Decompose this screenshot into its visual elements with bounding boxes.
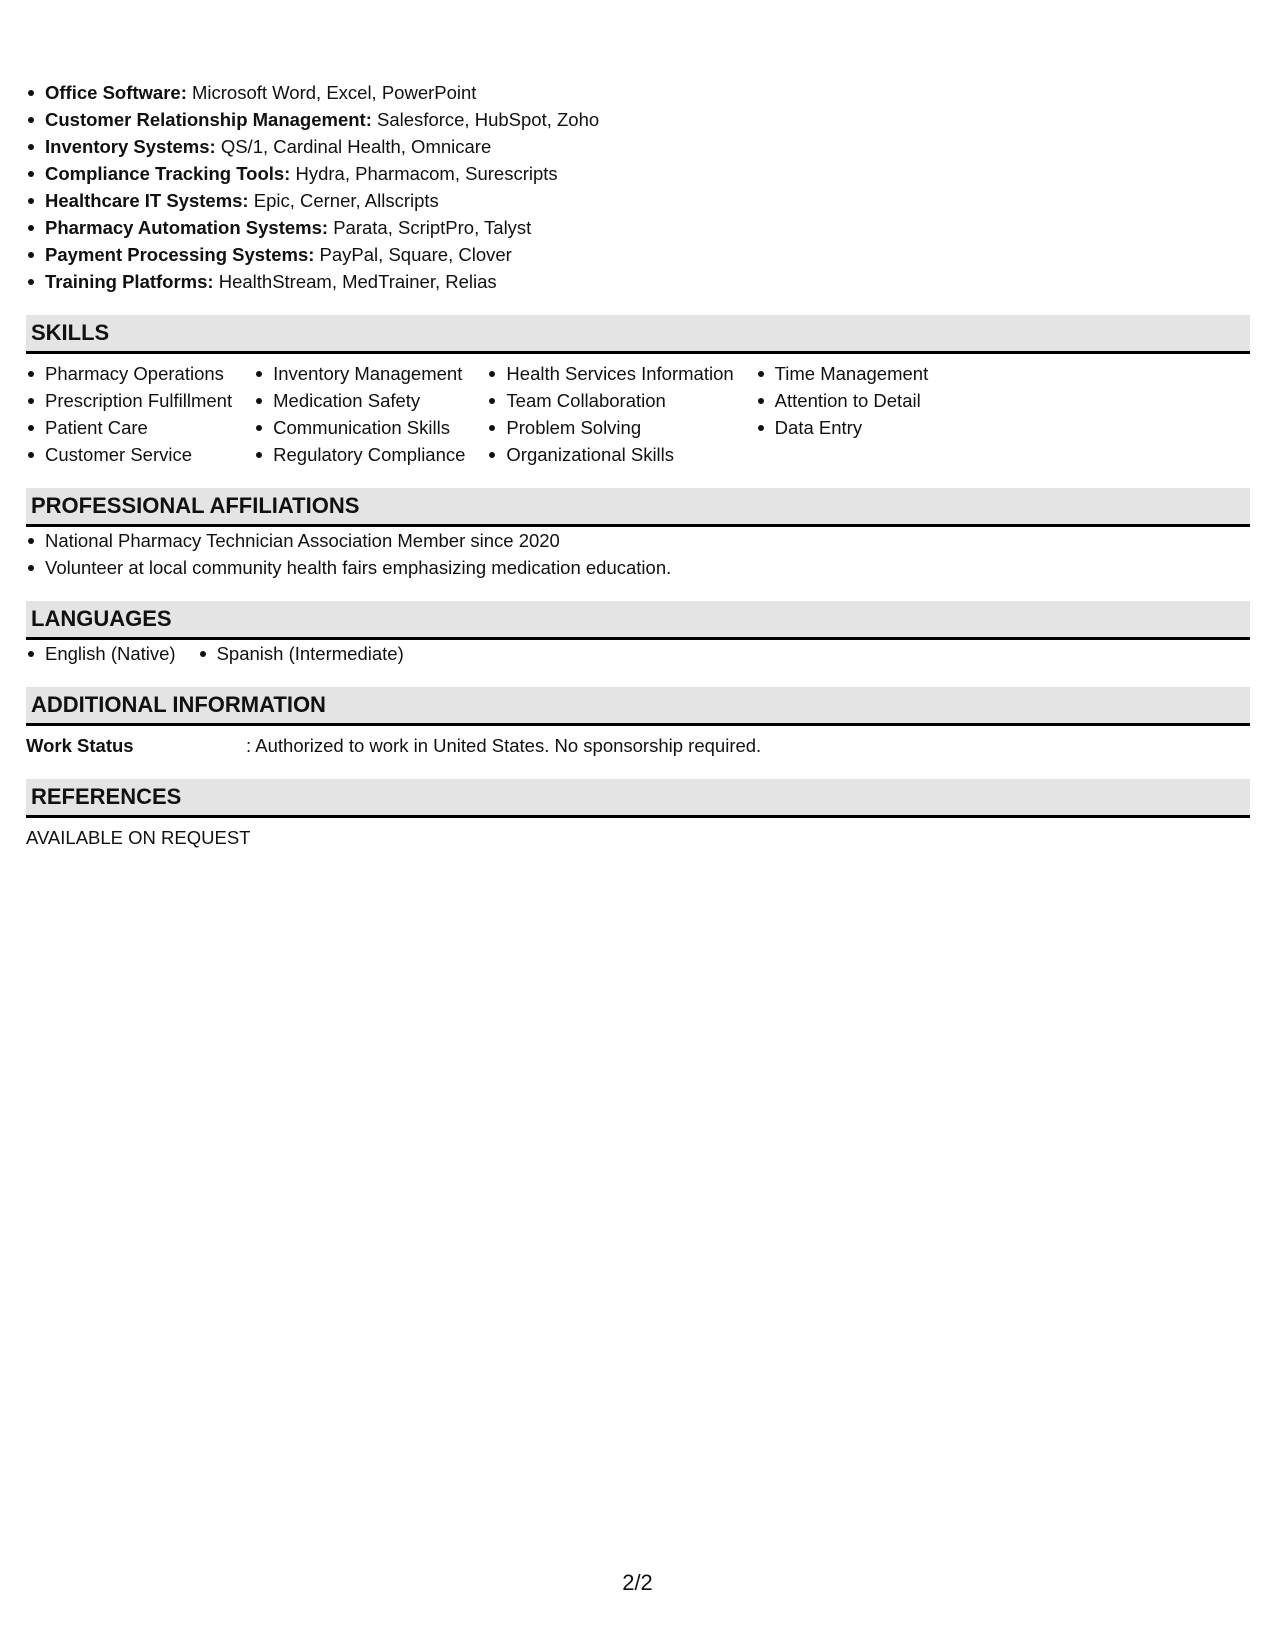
tool-category: Compliance Tracking Tools: xyxy=(45,163,291,184)
tool-category: Healthcare IT Systems: xyxy=(45,190,249,211)
tool-item xyxy=(26,160,1250,187)
skill-item: Prescription Fulfillment xyxy=(26,387,232,414)
tool-category: Training Platforms: xyxy=(45,271,214,292)
skill-item: Customer Service xyxy=(26,441,232,468)
skill-item: Communication Skills xyxy=(254,414,465,441)
tool-values: Salesforce, HubSpot, Zoho xyxy=(371,109,600,130)
references-text: AVAILABLE ON REQUEST xyxy=(26,827,251,848)
tool-values: HealthStream, MedTrainer, Relias xyxy=(213,271,497,292)
work-status-label: Work Status xyxy=(26,735,134,756)
resume-content xyxy=(26,79,1250,851)
tool-values: QS/1, Cardinal Health, Omnicare xyxy=(215,136,492,157)
page-number: 2/2 xyxy=(622,1570,653,1595)
language-item: English (Native) xyxy=(26,640,176,667)
tool-item xyxy=(26,106,1250,133)
tool-item xyxy=(26,214,1250,241)
tools-list xyxy=(26,79,1250,295)
languages-section-header xyxy=(26,601,1250,640)
affiliation-item: Volunteer at local community health fairs emphasizing medication education. xyxy=(26,554,1250,581)
tool-category: Office Software: xyxy=(45,82,187,103)
tool-category: Customer Relationship Management: xyxy=(45,109,372,130)
languages-list xyxy=(26,640,1250,667)
references-section-title: REFERENCES xyxy=(31,784,182,809)
work-status-row xyxy=(26,732,1250,759)
tool-item xyxy=(26,187,1250,214)
work-status-value: : Authorized to work in United States. No sponsorship required. xyxy=(246,735,762,756)
skill-item: Organizational Skills xyxy=(487,441,733,468)
affiliations-section-title: PROFESSIONAL AFFILIATIONS xyxy=(31,493,360,518)
skill-item: Patient Care xyxy=(26,414,232,441)
skills-column-2 xyxy=(254,360,465,468)
skill-item: Inventory Management xyxy=(254,360,465,387)
additional-info-section-title: ADDITIONAL INFORMATION xyxy=(31,692,326,717)
skills-column-1 xyxy=(26,360,232,468)
skill-item: Health Services Information xyxy=(487,360,733,387)
skills-column-4 xyxy=(756,360,929,468)
additional-info-section-header xyxy=(26,687,1250,726)
skills-grid xyxy=(26,360,1250,468)
skill-item: Data Entry xyxy=(756,414,929,441)
skill-item: Medication Safety xyxy=(254,387,465,414)
tool-values: Parata, ScriptPro, Talyst xyxy=(328,217,532,238)
affiliations-section-header xyxy=(26,488,1250,527)
affiliations-list xyxy=(26,527,1250,581)
skills-section-title: SKILLS xyxy=(31,320,110,345)
tool-values: PayPal, Square, Clover xyxy=(314,244,512,265)
references-section-header xyxy=(26,779,1250,818)
tool-category: Payment Processing Systems: xyxy=(45,244,315,265)
language-item: Spanish (Intermediate) xyxy=(198,640,404,667)
skills-section-header xyxy=(26,315,1250,354)
skill-item: Attention to Detail xyxy=(756,387,929,414)
tool-values: Hydra, Pharmacom, Surescripts xyxy=(290,163,558,184)
tool-item xyxy=(26,268,1250,295)
skills-column-3 xyxy=(487,360,733,468)
affiliation-item: National Pharmacy Technician Association Member since 2020 xyxy=(26,527,1250,554)
tool-category: Pharmacy Automation Systems: xyxy=(45,217,329,238)
tool-values: Microsoft Word, Excel, PowerPoint xyxy=(186,82,477,103)
skill-item: Regulatory Compliance xyxy=(254,441,465,468)
skill-item: Problem Solving xyxy=(487,414,733,441)
tool-category: Inventory Systems: xyxy=(45,136,216,157)
skill-item: Pharmacy Operations xyxy=(26,360,232,387)
skill-item: Time Management xyxy=(756,360,929,387)
tool-item xyxy=(26,79,1250,106)
tool-item xyxy=(26,241,1250,268)
skill-item: Team Collaboration xyxy=(487,387,733,414)
tool-item xyxy=(26,133,1250,160)
tool-values: Epic, Cerner, Allscripts xyxy=(248,190,439,211)
languages-section-title: LANGUAGES xyxy=(31,606,172,631)
